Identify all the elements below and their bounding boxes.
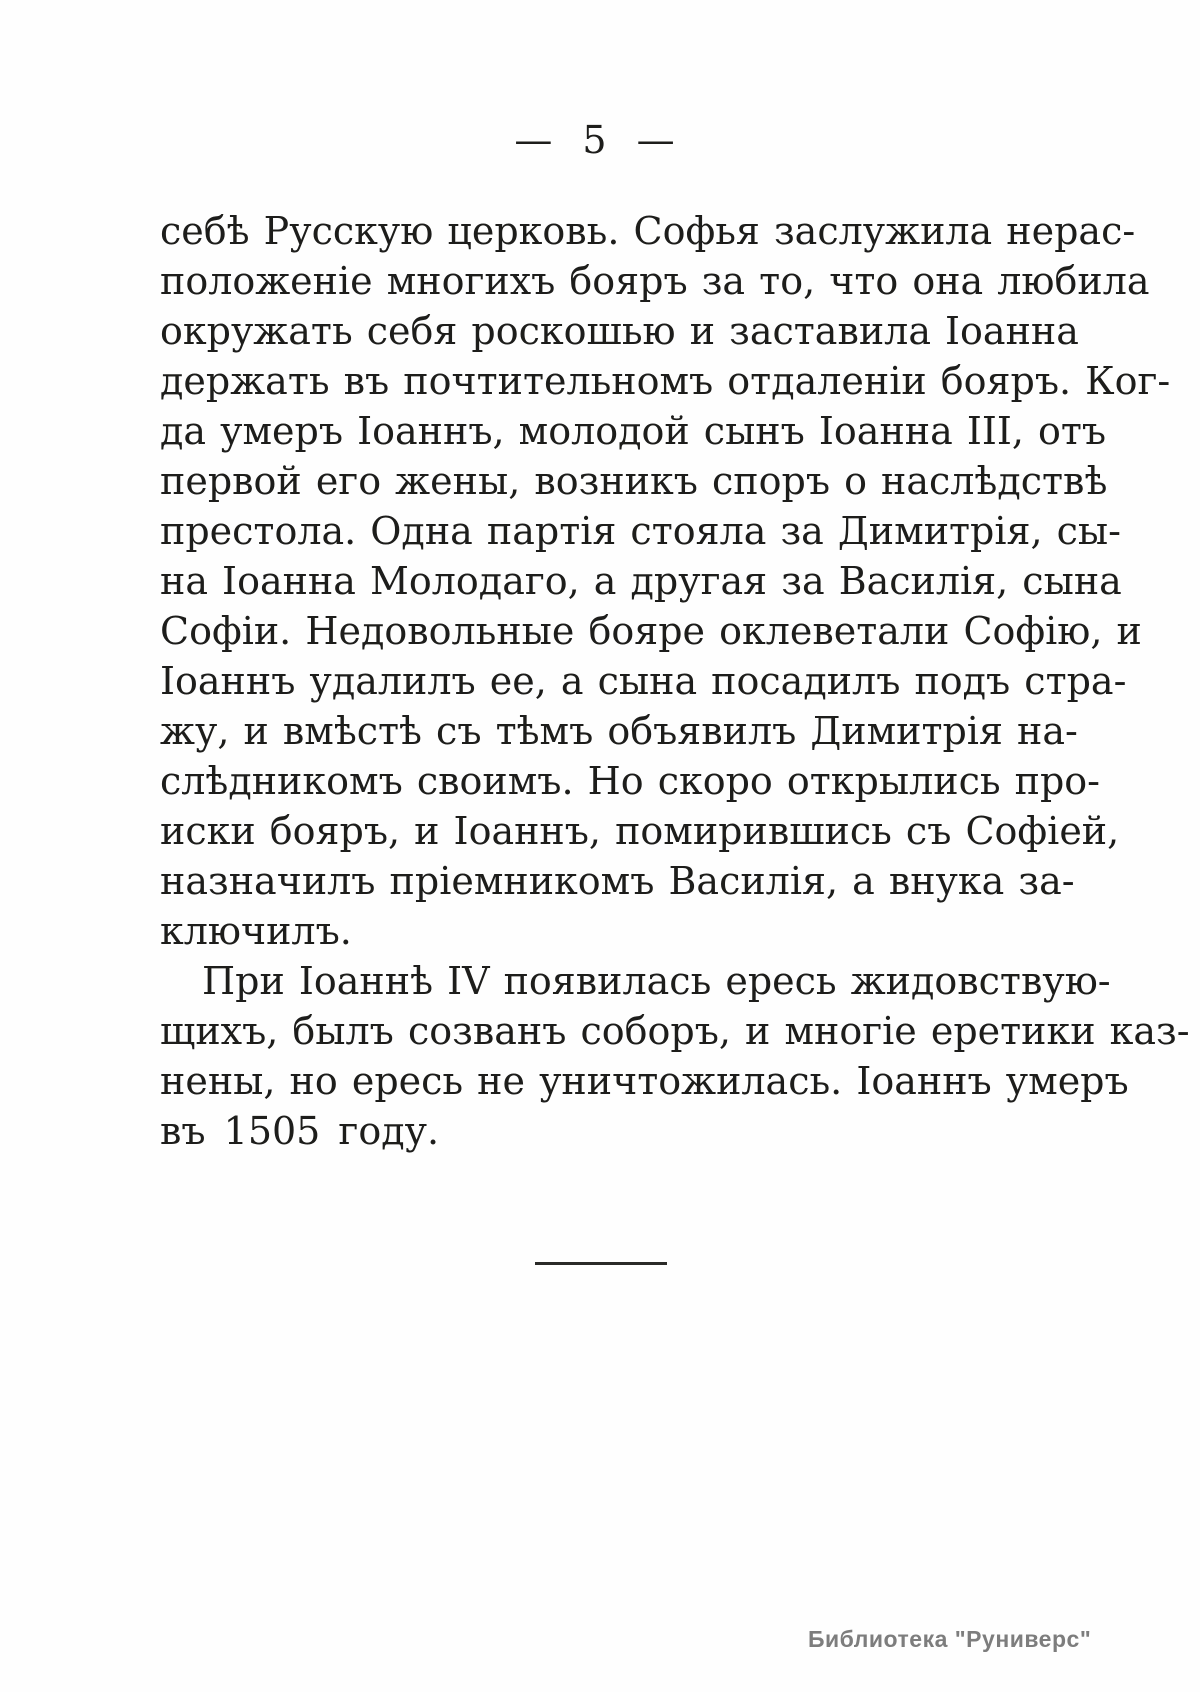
text-line: въ 1505 году. — [160, 1109, 440, 1153]
page-number-header: — 5 — — [514, 118, 676, 162]
paragraph — [160, 206, 1171, 956]
text-line: При Іоаннѣ IV появилась ересь жидовствую- — [202, 959, 1111, 1003]
text-line: держать въ почтительномъ отдаленіи бояръ. Ког- — [160, 359, 1171, 403]
text-line: слѣдникомъ своимъ. Но скоро открылись про- — [160, 759, 1100, 803]
section-divider-rule — [535, 1262, 667, 1265]
text-line: иски бояръ, и Іоаннъ, помирившись съ Софіей, — [160, 809, 1120, 853]
text-line: окружать себя роскошью и заставила Іоанна — [160, 309, 1079, 353]
text-line: жу, и вмѣстѣ съ тѣмъ объявилъ Димитрія на- — [160, 709, 1078, 753]
text-line: положеніе многихъ бояръ за то, что она любила — [160, 259, 1150, 303]
paragraph — [160, 956, 1190, 1156]
text-line: Софіи. Недовольные бояре оклеветали Софію, и — [160, 609, 1142, 653]
text-line: назначилъ пріемникомъ Василія, а внука за- — [160, 859, 1075, 903]
text-line: себѣ Русскую церковь. Софья заслужила нерас- — [160, 209, 1136, 253]
text-block — [160, 206, 1190, 1156]
text-line: первой его жены, возникъ споръ о наслѣдствѣ — [160, 459, 1108, 503]
text-line: да умеръ Іоаннъ, молодой сынъ Іоанна III, отъ — [160, 409, 1107, 453]
text-line: престола. Одна партія стояла за Димитрія, сы- — [160, 509, 1122, 553]
text-line: ключилъ. — [160, 909, 352, 953]
text-line: нены, но ересь не уничтожилась. Іоаннъ умеръ — [160, 1059, 1129, 1103]
library-watermark: Библиотека "Руниверс" — [808, 1626, 1092, 1652]
text-line: Іоаннъ удалилъ ее, а сына посадилъ подъ стра- — [160, 659, 1127, 703]
text-line: щихъ, былъ созванъ соборъ, и многіе еретики каз- — [160, 1009, 1190, 1053]
text-line: на Іоанна Молодаго, а другая за Василія, сына — [160, 559, 1122, 603]
